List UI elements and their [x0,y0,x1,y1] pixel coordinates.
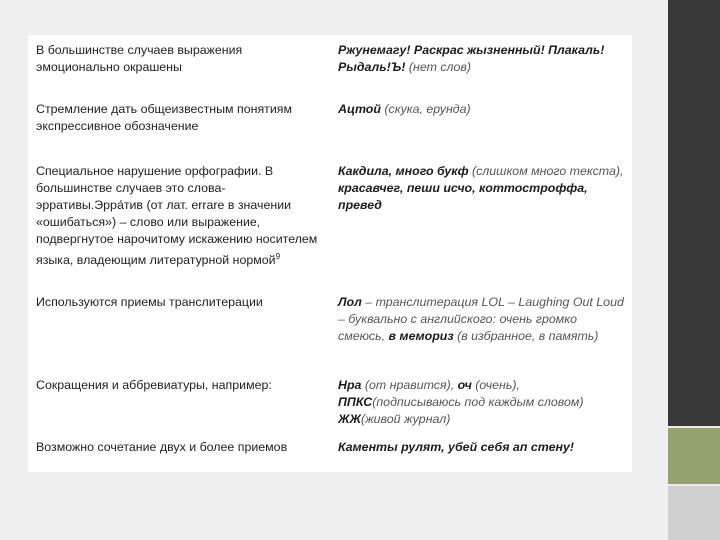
example-fragment: оч [457,378,472,392]
description-text: Специальное нарушение орфографии. В большинстве случаев это слова-эрративы.Эрра́тив (от лат. errare в значении «ошибаться») – слово или выражение, подвергнутое нарочитому искажению носителем языка, владеющим литературной нормой [36,164,318,268]
example-fragment: в мемориз [388,329,454,343]
example-cell [338,101,626,118]
example-fragment: Какдила, много букф [338,164,469,178]
footnote-marker: 9 [275,252,281,261]
sidebar-green-band [668,428,720,484]
description-cell: Используются приемы транслитерации [36,295,263,309]
example-fragment: ЖЖ [338,412,361,426]
example-fragment: Ржунемагу! Раскрас жызненный! Плакаль! Рыдаль!Ъ! [338,43,605,74]
example-cell [338,377,626,428]
decorative-sidebar [668,0,720,540]
description-cell: Возможно сочетание двух и более приемов [36,440,288,454]
example-fragment: (от нравится), [361,378,458,392]
example-fragment: Лол [338,295,362,309]
example-fragment: ППКС [338,395,373,409]
description-cell: В большинстве случаев выражения эмоционально окрашены [36,43,243,74]
example-fragment: (в избранное, в память) [453,329,599,343]
example-fragment: (нет слов) [408,60,472,74]
example-fragment: – транслитерация LOL – Laughing Out Loud – буквально с английского: очень громко смеюсь, [338,295,624,343]
sidebar-grey-band [668,486,720,540]
example-fragment: Каменты рулят, убей себя ап стену! [338,440,574,454]
example-fragment: (очень), [471,378,520,392]
example-cell [338,294,626,345]
sidebar-dark-band [668,0,720,426]
description-cell [36,163,326,269]
example-cell [338,163,626,214]
slang-table [28,35,632,472]
example-fragment: (живой журнал) [360,412,451,426]
example-fragment: (слишком много текста), [468,164,624,178]
example-cell [338,42,626,76]
description-cell: Стремление дать общеизвестным понятиям экспрессивное обозначение [36,102,292,133]
example-fragment: (подписываюсь под каждым словом) [372,395,584,409]
example-cell [338,439,626,456]
description-cell: Сокращения и аббревиатуры, например: [36,378,272,392]
example-fragment: красавчег, пеши исчо, коттостроффа, превед [338,181,588,212]
example-fragment: Нра [338,378,362,392]
example-fragment: (скука, ерунда) [380,102,471,116]
example-fragment: Ацтой [338,102,381,116]
